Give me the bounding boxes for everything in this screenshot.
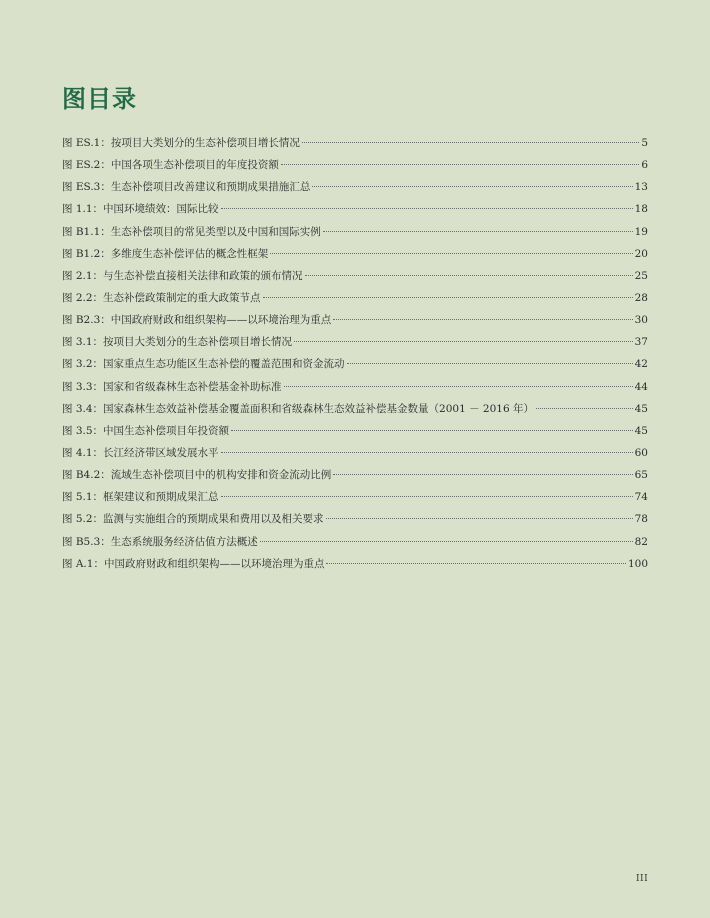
dot-leader [333,474,632,475]
page-title: 图目录 [62,85,137,113]
toc-entry-page: 45 [634,402,648,415]
toc-entry[interactable] [62,353,648,375]
dot-leader [221,452,633,453]
dot-leader [323,231,633,232]
toc-entry-page: 65 [634,469,648,482]
toc-entry-page: 30 [634,314,648,327]
toc-entry[interactable] [62,420,648,442]
page-number: III [636,874,649,884]
toc-entry-page: 6 [641,159,648,172]
toc-entry-label: 图 ES.3：生态补偿项目改善建议和预期成果措施汇总 [62,181,311,194]
dot-leader [284,386,633,387]
toc-entry-label: 图 2.2：生态补偿政策制定的重大政策节点 [62,291,261,304]
toc-entry[interactable] [62,508,648,530]
dot-leader [270,253,632,254]
dot-leader [221,208,633,209]
toc-entry-page: 18 [634,203,648,216]
toc-entry-label: 图 5.2：监测与实施组合的预期成果和费用以及相关要求 [62,513,324,526]
toc-entry-page: 28 [634,291,648,304]
toc-entry-label: 图 B4.2：流域生态补偿项目中的机构安排和资金流动比例 [62,469,332,482]
dot-leader [312,186,632,187]
toc-entry[interactable] [62,132,648,154]
toc-entry[interactable] [62,331,648,353]
toc-entry[interactable] [62,198,648,220]
toc-entry[interactable] [62,398,648,420]
toc-entry[interactable] [62,464,648,486]
toc-entry-page: 13 [634,181,648,194]
dot-leader [326,518,633,519]
dot-leader [260,541,633,542]
dot-leader [326,563,626,564]
toc-entry-page: 44 [634,380,648,393]
toc-entry-page: 82 [634,535,648,548]
toc-entry-label: 图 3.1：按项目大类划分的生态补偿项目增长情况 [62,336,293,349]
dot-leader [536,408,633,409]
toc-entry[interactable] [62,376,648,398]
toc-entry[interactable] [62,154,648,176]
toc-entry[interactable] [62,243,648,265]
toc-entry[interactable] [62,531,648,553]
toc-entry-page: 74 [634,491,648,504]
toc-entry[interactable] [62,553,648,575]
toc-entry-label: 图 5.1：框架建议和预期成果汇总 [62,491,219,504]
toc-entry-page: 5 [641,137,648,149]
toc-entry-page: 25 [634,269,648,282]
toc-entry-page: 100 [627,557,648,570]
toc-entry-label: 图 A.1：中国政府财政和组织架构——以环境治理为重点 [62,557,325,570]
toc-entry-label: 图 B2.3：中国政府财政和组织架构——以环境治理为重点 [62,314,332,327]
dot-leader [294,341,633,342]
toc-entry-page: 42 [634,358,648,371]
toc-entry[interactable] [62,265,648,287]
toc-entry-label: 图 ES.2：中国各项生态补偿项目的年度投资额 [62,159,279,172]
toc-entry-page: 45 [634,424,648,437]
toc-entry[interactable] [62,442,648,464]
dot-leader [221,496,633,497]
dot-leader [231,430,633,431]
toc-entry-label: 图 3.5：中国生态补偿项目年投资额 [62,424,230,437]
figure-list [62,132,648,575]
toc-entry-label: 图 B1.2：多维度生态补偿评估的概念性框架 [62,247,269,260]
toc-entry[interactable] [62,221,648,243]
toc-entry-label: 图 B5.3：生态系统服务经济估值方法概述 [62,535,258,548]
dot-leader [302,142,639,143]
toc-entry-label: 图 3.2：国家重点生态功能区生态补偿的覆盖范围和资金流动 [62,358,345,371]
toc-entry[interactable] [62,176,648,198]
dot-leader [281,164,639,165]
toc-entry-page: 19 [634,225,648,238]
toc-entry[interactable] [62,287,648,309]
toc-entry-label: 图 ES.1：按项目大类划分的生态补偿项目增长情况 [62,137,300,149]
dot-leader [263,297,633,298]
toc-entry[interactable] [62,309,648,331]
toc-entry-page: 78 [634,513,648,526]
toc-entry-page: 37 [634,336,648,349]
toc-entry-label: 图 2.1：与生态补偿直接相关法律和政策的颁布情况 [62,269,303,282]
dot-leader [347,363,633,364]
toc-entry-page: 20 [634,247,648,260]
toc-entry-label: 图 3.3：国家和省级森林生态补偿基金补助标准 [62,380,282,393]
toc-entry-label: 图 1.1：中国环境绩效：国际比较 [62,203,219,216]
toc-entry[interactable] [62,486,648,508]
dot-leader [305,275,633,276]
toc-entry-label: 图 B1.1：生态补偿项目的常见类型以及中国和国际实例 [62,225,321,238]
dot-leader [333,319,632,320]
toc-entry-label: 图 4.1：长江经济带区域发展水平 [62,446,219,459]
toc-entry-page: 60 [634,446,648,459]
toc-entry-label: 图 3.4：国家森林生态效益补偿基金覆盖面积和省级森林生态效益补偿基金数量（2001 － 2016 年） [62,402,534,415]
